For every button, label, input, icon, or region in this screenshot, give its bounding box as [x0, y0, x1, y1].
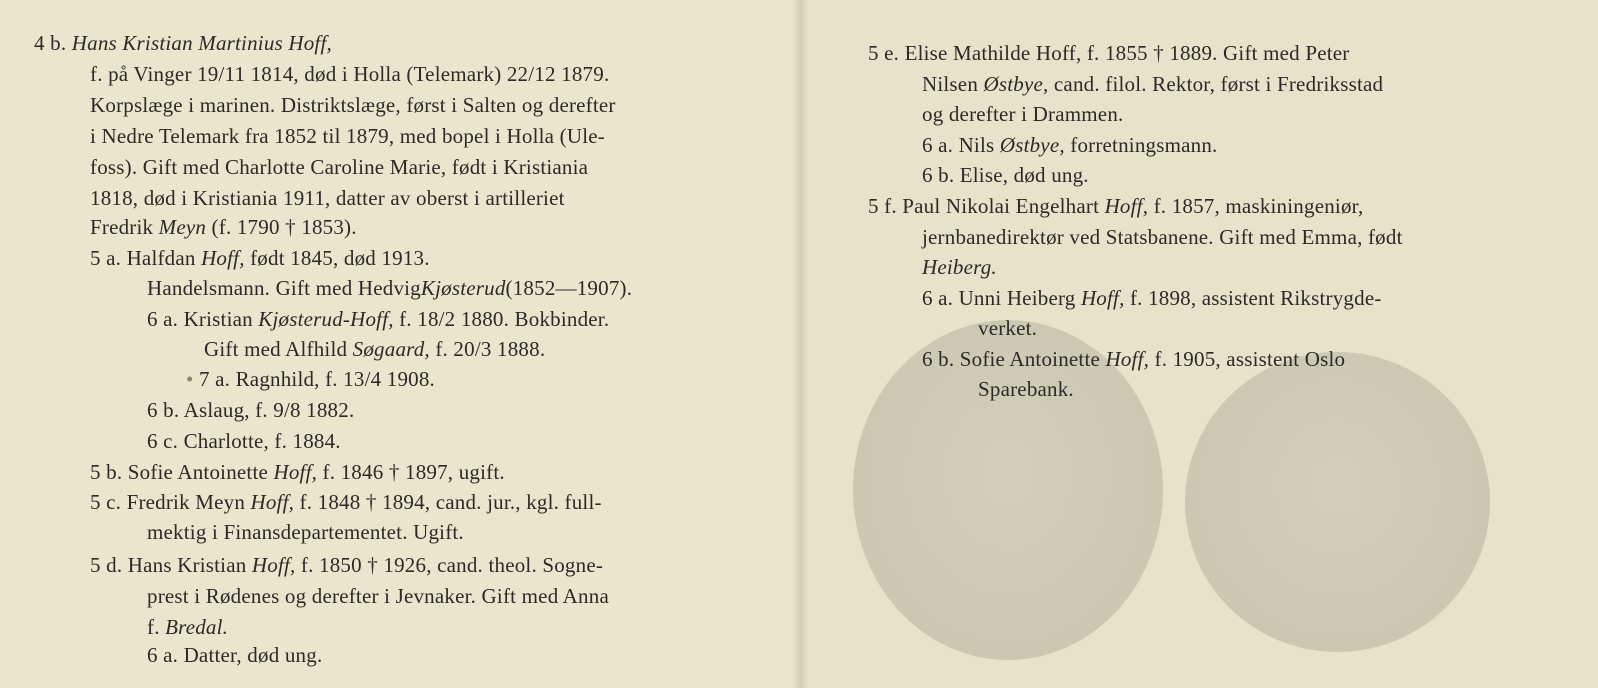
text-line: foss). Gift med Charlotte Caroline Marie, født i Kristiania [90, 155, 589, 179]
text-line: Sparebank. [978, 377, 1074, 401]
entry-4b-heading [34, 28, 332, 58]
text-line: Heiberg. [922, 255, 997, 279]
text-line: f. Bredal. [147, 615, 229, 639]
entry-6a-unni: 6 a. Unni Heiberg Hoff, f. 1898, assistent Rikstrygde- [922, 286, 1382, 310]
entry-6b-elise: 6 b. Elise, død ung. [922, 163, 1089, 187]
book-gutter [792, 0, 808, 688]
text-line: prest i Rødenes og derefter i Jevnaker. Gift med Anna [147, 584, 609, 608]
text-line: Gift med Alfhild Søgaard, f. 20/3 1888. [204, 337, 546, 361]
text-line: jernbanedirektør ved Statsbanene. Gift med Emma, født [922, 225, 1403, 249]
entry-6a-nils: 6 a. Nils Østbye, forretningsmann. [922, 133, 1218, 157]
text-line: mektig i Finansdepartementet. Ugift. [147, 520, 464, 544]
text-line: Nilsen Østbye, cand. filol. Rektor, først i Fredriksstad [922, 72, 1384, 96]
text-line: Fredrik Meyn (f. 1790 † 1853). [90, 215, 357, 239]
text-line: f. på Vinger 19/11 1814, død i Holla (Telemark) 22/12 1879. [90, 62, 610, 86]
text-line: Korpslæge i marinen. Distriktslæge, først i Salten og derefter [90, 93, 616, 117]
entry-6b: 6 b. Aslaug, f. 9/8 1882. [147, 398, 355, 422]
stray-mark: • [186, 367, 194, 391]
entry-5e: 5 e. Elise Mathilde Hoff, f. 1855 † 1889. Gift med Peter [868, 41, 1350, 65]
entry-number: 4 b. [34, 31, 67, 55]
entry-6c: 6 c. Charlotte, f. 1884. [147, 429, 341, 453]
entry-5b: 5 b. Sofie Antoinette Hoff, f. 1846 † 1897, ugift. [90, 460, 505, 484]
text-line: i Nedre Telemark fra 1852 til 1879, med bopel i Holla (Ule- [90, 124, 605, 148]
text-line: og derefter i Drammen. [922, 102, 1124, 126]
entry-5a: 5 a. Halfdan Hoff, født 1845, død 1913. [90, 246, 430, 270]
entry-6a-datter: 6 a. Datter, død ung. [147, 643, 323, 667]
entry-6a: 6 a. Kristian Kjøsterud-Hoff, f. 18/2 1880. Bokbinder. [147, 307, 610, 331]
portrait-oval-right [1185, 352, 1490, 652]
entry-5d: 5 d. Hans Kristian Hoff, f. 1850 † 1926, cand. theol. Sogne- [90, 553, 604, 577]
entry-5f: 5 f. Paul Nikolai Engelhart Hoff, f. 1857, maskiningeniør, [868, 194, 1364, 218]
text-line: Handelsmann. Gift med HedvigKjøsterud(1852—1907). [147, 276, 633, 300]
person-name: Hans Kristian Martinius Hoff, [71, 31, 332, 55]
entry-7a: • 7 a. Ragnhild, f. 13/4 1908. [186, 367, 436, 391]
entry-6b-sofie: 6 b. Sofie Antoinette Hoff, f. 1905, assistent Oslo [922, 347, 1346, 371]
text-line: verket. [978, 316, 1038, 340]
text-line: 1818, død i Kristiania 1911, datter av oberst i artilleriet [90, 186, 565, 210]
entry-5c: 5 c. Fredrik Meyn Hoff, f. 1848 † 1894, cand. jur., kgl. full- [90, 490, 602, 514]
